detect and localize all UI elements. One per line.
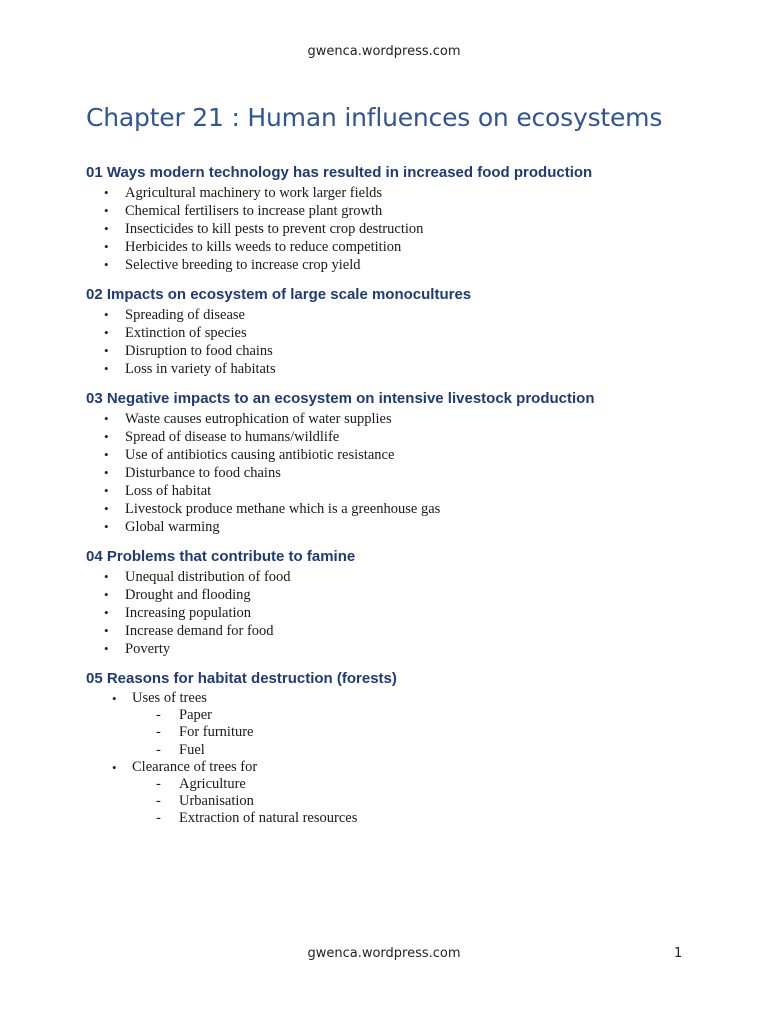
bullet-icon: • (104, 361, 109, 376)
list-item (86, 640, 726, 658)
bullet-icon: • (104, 465, 109, 480)
bullet-icon: • (104, 641, 109, 656)
section-heading: 03 Negative impacts to an ecosystem on intensive livestock production (86, 390, 595, 407)
list-item (86, 568, 726, 586)
list-item-text: Clearance of trees for (132, 758, 258, 775)
list-item-text: Waste causes eutrophication of water supplies (125, 411, 392, 427)
section-heading: 02 Impacts on ecosystem of large scale monocultures (86, 286, 472, 303)
list-item-text: Loss of habitat (125, 483, 212, 499)
list-item-text: Loss in variety of habitats (125, 361, 276, 377)
dash-icon: - (156, 707, 161, 723)
sub-list-item-text: Extraction of natural resources (179, 810, 358, 827)
list-item-text: Spread of disease to humans/wildlife (125, 429, 340, 445)
bullet-icon: • (104, 429, 109, 444)
bullet-list (86, 410, 726, 536)
list-item-text: Poverty (125, 641, 171, 657)
bullet-icon: • (112, 691, 117, 706)
section-02 (86, 285, 726, 378)
bullet-icon: • (104, 325, 109, 340)
list-item (86, 410, 726, 428)
section-01 (86, 163, 726, 274)
list-item (86, 220, 726, 238)
section-04 (86, 547, 726, 658)
dash-icon: - (156, 810, 161, 827)
bullet-icon: • (104, 519, 109, 534)
sub-list-item (132, 776, 726, 793)
list-item (86, 464, 726, 482)
bullet-list (86, 568, 726, 658)
list-item (86, 238, 726, 256)
list-item (86, 324, 726, 342)
list-item (86, 202, 726, 220)
sub-list-item (132, 724, 726, 741)
bullet-icon: • (104, 307, 109, 322)
sub-list-item (132, 793, 726, 810)
sub-list-item-text: For furniture (179, 724, 254, 741)
dash-icon: - (156, 793, 161, 810)
list-item-text: Drought and flooding (125, 587, 251, 603)
sub-list-item (132, 707, 726, 724)
section-heading: 04 Problems that contribute to famine (86, 548, 356, 565)
section-heading: 01 Ways modern technology has resulted in increased food production (86, 164, 593, 181)
list-item-text: Insecticides to kill pests to prevent crop destruction (125, 221, 424, 237)
sub-list-item-text: Fuel (179, 741, 205, 758)
sections-container (86, 163, 726, 658)
section-05 (86, 669, 726, 828)
list-item (86, 184, 726, 202)
bullet-icon: • (104, 501, 109, 516)
sub-list-item-text: Urbanisation (179, 793, 254, 810)
list-item-text: Livestock produce methane which is a greenhouse gas (125, 501, 441, 517)
list-item (86, 518, 726, 536)
bullet-icon: • (104, 343, 109, 358)
list-item-text: Herbicides to kills weeds to reduce competition (125, 239, 402, 255)
list-item-text: Use of antibiotics causing antibiotic resistance (125, 447, 395, 463)
list-item-text: Chemical fertilisers to increase plant growth (125, 203, 383, 219)
bullet-icon: • (104, 257, 109, 272)
list-item-text: Unequal distribution of food (125, 569, 291, 585)
list-item (86, 360, 726, 378)
list-item-text: Selective breeding to increase crop yield (125, 257, 361, 273)
bullet-icon: • (104, 203, 109, 218)
list-item (86, 342, 726, 360)
list-item-text: Increasing population (125, 605, 252, 621)
sub-list (132, 776, 726, 828)
bullet-icon: • (104, 239, 109, 254)
list-item (86, 759, 726, 828)
list-item-text: Extinction of species (125, 325, 247, 341)
list-item-text: Disruption to food chains (125, 343, 273, 359)
bullet-icon: • (104, 411, 109, 426)
bullet-icon: • (104, 569, 109, 584)
sub-list-item-text: Agriculture (179, 775, 246, 792)
sub-list-item (132, 810, 726, 827)
bullet-list (86, 184, 726, 274)
bullet-icon: • (104, 587, 109, 602)
list-item (86, 306, 726, 324)
list-item-text: Uses of trees (132, 690, 207, 706)
section-03 (86, 389, 726, 536)
bullet-icon: • (104, 447, 109, 462)
page-title: Chapter 21 : Human influences on ecosystems (86, 103, 663, 132)
page-header: gwenca.wordpress.com (307, 44, 461, 59)
bullet-icon: • (104, 623, 109, 638)
list-item (86, 690, 726, 759)
list-item-text: Agricultural machinery to work larger fields (125, 185, 383, 201)
bullet-icon: • (104, 185, 109, 200)
list-item (86, 604, 726, 622)
dash-icon: - (156, 741, 161, 758)
list-item (86, 586, 726, 604)
list-item-text: Spreading of disease (125, 307, 245, 323)
list-item (86, 446, 726, 464)
list-item (86, 428, 726, 446)
dash-icon: - (156, 775, 161, 792)
bullet-icon: • (104, 221, 109, 236)
bullet-icon: • (112, 759, 117, 775)
section-heading: 05 Reasons for habitat destruction (forests) (86, 670, 397, 687)
page-number: 1 (674, 946, 683, 961)
list-item-text: Disturbance to food chains (125, 465, 281, 481)
document-body (86, 163, 726, 839)
bullet-icon: • (104, 483, 109, 498)
list-item (86, 482, 726, 500)
nested-list (86, 690, 726, 828)
sub-list-item-text: Paper (179, 707, 213, 723)
list-item (86, 256, 726, 274)
sub-list (132, 707, 726, 759)
bullet-list (86, 306, 726, 378)
list-item-text: Global warming (125, 519, 220, 535)
list-item-text: Increase demand for food (125, 623, 274, 639)
dash-icon: - (156, 724, 161, 741)
list-item (86, 500, 726, 518)
bullet-icon: • (104, 605, 109, 620)
list-item (86, 622, 726, 640)
sub-list-item (132, 742, 726, 759)
page-footer: gwenca.wordpress.com (307, 946, 461, 961)
